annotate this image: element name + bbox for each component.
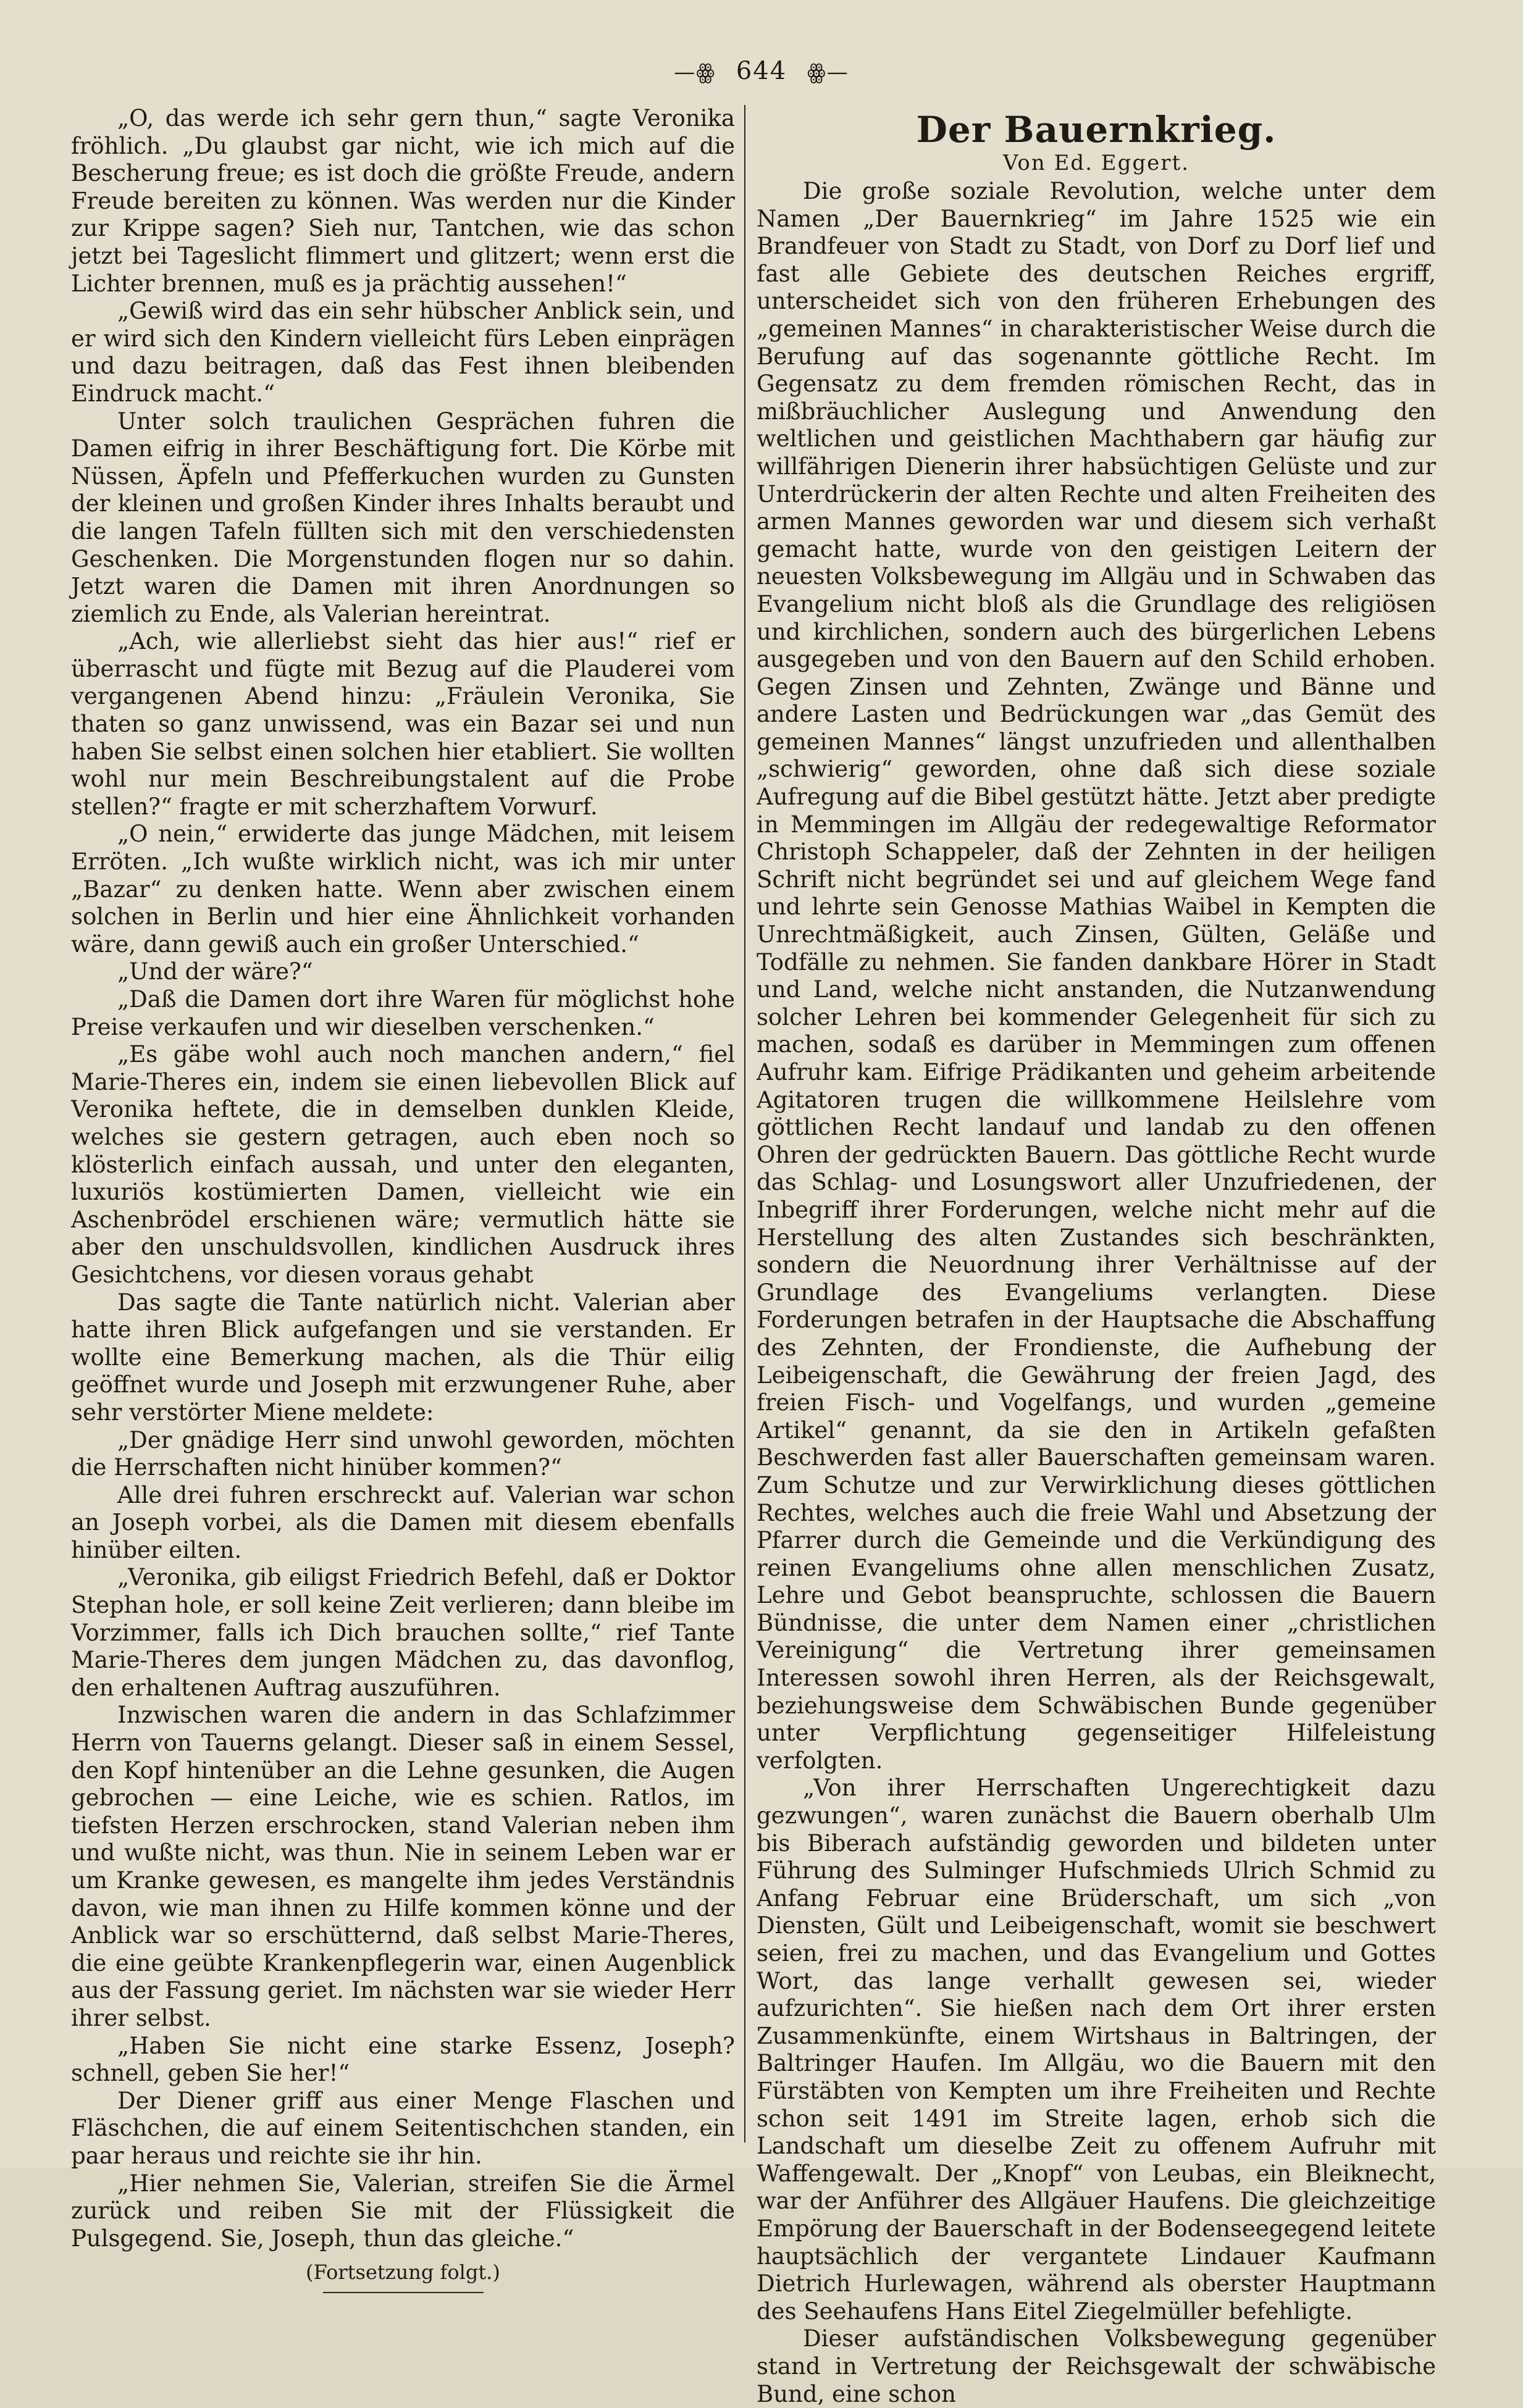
paragraph: „Und der wäre?“ <box>117 958 313 985</box>
page-number-text: 644 <box>736 57 787 85</box>
paragraph: „O, das werde ich sehr gern thun,“ sagte Veronika fröhlich. „Du glaubst gar nicht, wie ich mich auf die Bescherung freue; es ist doch die größte Freude, andern Freude bereiten zu können. Was werden nur die Kinder zur Krippe sagen? Sieh nur, Tantchen, wie das schon jetzt bei Tageslicht flimmert und glitzert; wenn erst die Lichter brennen, muß es ja prächtig aussehen!“ <box>71 105 735 297</box>
paragraph: Der Diener griff aus einer Menge Flaschen und Fläschchen, die auf einem Seitentischchen standen, ein paar heraus und reichte sie ihr hin. <box>71 2087 735 2169</box>
paragraph: „Haben Sie nicht eine starke Essenz, Joseph? schnell, geben Sie her!“ <box>71 2032 735 2087</box>
article-title: Der Bauernkrieg. <box>916 109 1277 151</box>
paragraph: „Von ihrer Herrschaften Ungerechtigkeit dazu gezwungen“, waren zunächst die Bauern oberhalb Ulm bis Biberach aufständig geworden und bildeten unter Führung des Sulminger Hufschmieds Ulrich Schmid zu Anfang Februar eine Brüderschaft, um sich „von Diensten, Gült und Leibeigenschaft, womit sie beschwert seien, frei zu machen, und das Evangelium und Gottes Wort, das lange verhallt gewesen sei, wieder aufzurichten“. Sie hießen nach dem Ort ihrer ersten Zusammenkünfte, einem Wirtshaus in Baltringen, der Baltringer Haufen. Im Allgäu, wo die Bauern mit den Fürstäbten von Kempten um ihre Freiheiten und Rechte schon seit 1491 im Streite lagen, erhob sich die Landschaft um dieselbe Zeit zu offenem Aufruhr mit Waffengewalt. Der „Knopf“ von Leubas, ein Bleiknecht, war der Anführer des Allgäuer Haufens. Die gleichzeitige Empörung der Bauerschaft in der Bodenseegegend leitete hauptsächlich der vergantete Lindauer Kaufmann Dietrich Hurlewagen, während als oberster Hauptmann des Seehaufens Hans Eitel Ziegelmüller befehligte. <box>757 1775 1436 2325</box>
paragraph: „Gewiß wird das ein sehr hübscher Anblick sein, und er wird sich den Kindern vielleicht fürs Leben einprägen und dazu beitragen, daß das Fest ihnen bleibenden Eindruck macht.“ <box>71 298 735 407</box>
continued-note: (Fortsetzung folgt.) <box>306 2260 500 2285</box>
paragraph: Alle drei fuhren erschreckt auf. Valerian war schon an Joseph vorbei, als die Damen mit diesem ebenfalls hinüber eilten. <box>71 1481 735 1563</box>
ornament-left-icon: —ꙮ <box>674 60 716 85</box>
paragraph: „Ach, wie allerliebst sieht das hier aus!“ rief er überrascht und fügte mit Bezug auf die Plauderei vom vergangenen Abend hinzu: „Fräulein Veronika, Sie thaten so ganz unwissend, was ein Bazar sei und nun haben Sie selbst einen solchen hier etabliert. Sie wollten wohl nur mein Beschreibungstalent auf die Probe stellen?“ fragte er mit scherzhaftem Vorwurf. <box>71 628 735 820</box>
article-byline: Von Ed. Eggert. <box>1003 151 1189 175</box>
paragraph: „Der gnädige Herr sind unwohl geworden, möchten die Herrschaften nicht hinüber kommen?“ <box>71 1426 735 1481</box>
paragraph: „Veronika, gib eiligst Friedrich Befehl, daß er Doktor Stephan hole, er soll keine Zeit verlieren; dann bleibe im Vorzimmer, falls ich Dich brauchen sollte,“ rief Tante Marie-Theres dem jungen Mädchen zu, das davonflog, den erhaltenen Auftrag auszuführen. <box>71 1564 735 1701</box>
column-divider <box>744 105 745 2143</box>
paragraph: Dieser aufständischen Volksbewegung gegenüber stand in Vertretung der Reichsgewalt der schwäbische Bund, eine schon <box>757 2325 1436 2407</box>
paragraph: „Hier nehmen Sie, Valerian, streifen Sie die Ärmel zurück und reiben Sie mit der Flüssigkeit die Pulsgegend. Sie, Joseph, thun das gleiche.“ <box>71 2170 735 2252</box>
page-number <box>0 57 1523 85</box>
right-column-article <box>757 105 1436 2408</box>
paragraph: Unter solch traulichen Gesprächen fuhren die Damen eifrig in ihrer Beschäftigung fort. Die Körbe mit Nüssen, Äpfeln und Pfefferkuchen wurden zu Gunsten der kleinen und großen Kinder ihres Inhalts beraubt und die langen Tafeln füllten sich mit den verschiedensten Geschenken. Die Morgenstunden flogen nur so dahin. Jetzt waren die Damen mit ihren Anordnungen so ziemlich zu Ende, als Valerian hereintrat. <box>71 408 735 627</box>
paragraph: „O nein,“ erwiderte das junge Mädchen, mit leisem Erröten. „Ich wußte wirklich nicht, was ich mir unter „Bazar“ zu denken hatte. Wenn aber zwischen einem solchen in Berlin und hier eine Ähnlichkeit vorhanden wäre, dann gewiß auch ein großer Unterschied.“ <box>71 821 735 958</box>
paragraph: Inzwischen waren die andern in das Schlafzimmer Herrn von Tauerns gelangt. Dieser saß in einem Sessel, den Kopf hintenüber an die Lehne gesunken, die Augen gebrochen — eine Leiche, wie es schien. Ratlos, im tiefsten Herzen erschrocken, stand Valerian neben ihm und wußte nicht, was thun. Nie in seinem Leben war er um Kranke gewesen, es mangelte ihm jedes Verständnis davon, wie man ihnen zu Hilfe kommen könne und der Anblick war so erschütternd, daß selbst Marie-Theres, die eine geübte Krankenpflegerin war, einen Augenblick aus der Fassung geriet. Im nächsten war sie wieder Herr ihrer selbst. <box>71 1702 735 2031</box>
paragraph: Das sagte die Tante natürlich nicht. Valerian aber hatte ihren Blick aufgefangen und sie verstanden. Er wollte eine Bemerkung machen, als die Thür eilig geöffnet wurde und Joseph mit erzwungener Ruhe, aber sehr verstörter Miene meldete: <box>71 1289 735 1426</box>
paragraph: „Daß die Damen dort ihre Waren für möglichst hohe Preise verkaufen und wir dieselben verschenken.“ <box>71 986 735 1040</box>
ornament-right-icon: ꙮ— <box>807 60 849 85</box>
paragraph: Die große soziale Revolution, welche unter dem Namen „Der Bauernkrieg“ im Jahre 1525 wie ein Brandfeuer von Stadt zu Stadt, von Dorf zu Dorf lief und fast alle Gebiete des deutschen Reiches ergriff, unterscheidet sich von den früheren Erhebungen des „gemeinen Mannes“ in charakteristischer Weise durch die Berufung auf das sogenannte göttliche Recht. Im Gegensatz zu dem fremden römischen Recht, das in mißbräuchlicher Auslegung und Anwendung den weltlichen und geistlichen Machthabern gar häufig zur willfährigen Dienerin ihrer habsüchtigen Gelüste und zur Unterdrückerin der alten Rechte und alten Freiheiten des armen Mannes geworden war und diesem sich verhaßt gemacht hatte, wurde von den geistigen Leitern der neuesten Volksbewegung im Allgäu und in Schwaben das Evangelium nicht bloß als die Grundlage des religiösen und kirchlichen, sondern auch des bürgerlichen Lebens ausgegeben und von den Bauern auf den Schild erhoben. Gegen Zinsen und Zehnten, Zwänge und Bänne und andere Lasten und Bedrückungen war „das Gemüt des gemeinen Mannes“ längst unzufrieden und allenthalben „schwierig“ geworden, ohne daß sich diese soziale Aufregung auf die Bibel gestützt hätte. Jetzt aber predigte in Memmingen im Allgäu der redegewaltige Reformator Christoph Schappeler, daß der Zehnten in der heiligen Schrift nicht begründet sei und auf gleichem Wege fand und lehrte sein Genosse Mathias Waibel in Kempten die Unrechtmäßigkeit, auch Zinsen, Gülten, Geläße und Todfälle zu nehmen. Sie fanden dankbare Hörer in Stadt und Land, welche nicht anstanden, die Nutzanwendung solcher Lehren bei kommender Gelegenheit für sich zu machen, sodaß es darüber in Memmingen zum offenen Aufruhr kam. Eifrige Prädikanten und geheim arbeitende Agitatoren trugen die willkommene Heilslehre vom göttlichen Recht landauf und landab zu den offenen Ohren der gedrückten Bauern. Das göttliche Recht wurde das Schlag- und Losungswort aller Unzufriedenen, der Inbegriff ihrer Forderungen, welche nicht mehr auf die Herstellung des alten Zustandes sich beschränkten, sondern die Neuordnung ihrer Verhältnisse auf der Grundlage des Evangeliums verlangten. Diese Forderungen betrafen in der Hauptsache die Abschaffung des Zehnten, der Frondienste, die Aufhebung der Leibeigenschaft, die Gewährung der freien Jagd, des freien Fisch- und Vogelfangs, und wurden „gemeine Artikel“ genannt, da sie den in Artikeln gefaßten Beschwerden fast aller Bauerschaften gemeinsam waren. Zum Schutze und zur Verwirklichung dieses göttlichen Rechtes, welches auch die freie Wahl und Absetzung der Pfarrer durch die Gemeinde und die Verkündigung des reinen Evangeliums ohne allen menschlichen Zusatz, Lehre und Gebot beanspruchte, schlossen die Bauern Bündnisse, die unter dem Namen einer „christlichen Vereinigung“ die Vertretung ihrer gemeinsamen Interessen sowohl ihren Herren, als der Reichsgewalt, beziehungsweise dem Schwäbischen Bunde gegenüber unter Verpflichtung gegenseitiger Hilfeleistung verfolgten. <box>757 178 1436 1774</box>
paragraph: „Es gäbe wohl auch noch manchen andern,“ fiel Marie-Theres ein, indem sie einen liebevollen Blick auf Veronika heftete, die in demselben dunklen Kleide, welches sie gestern getragen, auch eben noch so klösterlich einfach aussah, und unter den eleganten, luxuriös kostümierten Damen, vielleicht wie ein Aschenbrödel erschienen wäre; vermutlich hätte sie aber den unschuldsvollen, kindlichen Ausdruck ihres Gesichtchens, vor diesen voraus gehabt <box>71 1041 735 1288</box>
continued-rule <box>323 2292 484 2293</box>
left-column-story <box>71 105 735 2293</box>
